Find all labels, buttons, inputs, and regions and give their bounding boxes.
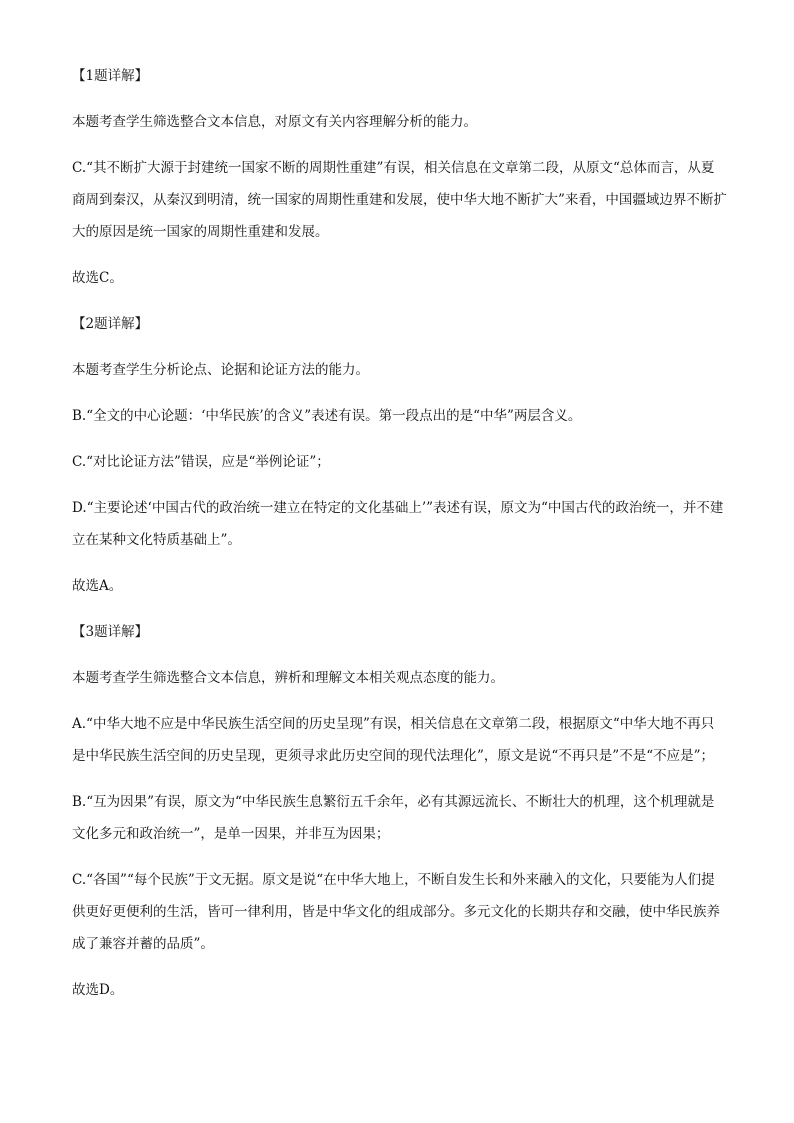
paragraph-q2-intro: 本题考查学生分析论点、论据和论证方法的能力。	[72, 362, 369, 378]
section-heading-q3: 【3题详解】	[72, 624, 149, 640]
paragraph-q2-option-b: B.“全文的中心论题：‘中华民族’的含义”表述有误。第一段点出的是“中华”两层含义。	[72, 408, 582, 424]
paragraph-q3-answer: 故选D。	[72, 982, 124, 998]
section-heading-q1: 【1题详解】	[72, 68, 149, 84]
paragraph-q1-intro: 本题考查学生筛选整合文本信息，对原文有关内容理解分析的能力。	[72, 114, 477, 130]
paragraph-q2-answer: 故选A。	[72, 578, 123, 594]
paragraph-q2-option-c: C.“对比论证方法”错误，应是“举例论证”；	[72, 454, 330, 470]
paragraph-q3-intro: 本题考查学生筛选整合文本信息，辨析和理解文本相关观点态度的能力。	[72, 670, 504, 686]
paragraph-q3-option-b: B.“互为因果”有误，原文为“中华民族生息繁衍五千余年，必有其源远流长、不断壮大的机理，这个机理就是文化多元和政治统一”，是单一因果，并非互为因果；	[72, 794, 715, 842]
answer-explanation-document	[72, 60, 727, 1006]
paragraph-q2-option-d: D.“主要论述‘中国古代的政治统一建立在特定的文化基础上’”表述有误，原文为“中国古代的政治统一，并不建立在某种文化特质基础上”。	[72, 500, 724, 548]
paragraph-q1-answer: 故选C。	[72, 270, 123, 286]
paragraph-q3-option-c: C.“各国”“每个民族”于文无据。原文是说“在中华大地上，不断自发生长和外来融入的文化，只要能为人们提供更好更便利的生活，皆可一律利用，皆是中华文化的组成部分。多元文化的长期共存和交融，使中华民族养成了兼容并蓄的品质”。	[72, 872, 720, 952]
paragraph-q3-option-a: A.“中华大地不应是中华民族生活空间的历史呈现”有误，相关信息在文章第二段，根据原文“中华大地不再只是中华民族生活空间的历史呈现，更须寻求此历史空间的现代法理化”，原文是说“不再只是”不是“不应是”；	[72, 716, 715, 764]
paragraph-q1-option-c: C.“其不断扩大源于封建统一国家不断的周期性重建”有误，相关信息在文章第二段，从原文“总体而言，从夏商周到秦汉，从秦汉到明清，统一国家的周期性重建和发展，使中华大地不断扩大”来看，中国疆域边界不断扩大的原因是统一国家的周期性重建和发展。	[72, 160, 727, 240]
section-heading-q2: 【2题详解】	[72, 316, 149, 332]
